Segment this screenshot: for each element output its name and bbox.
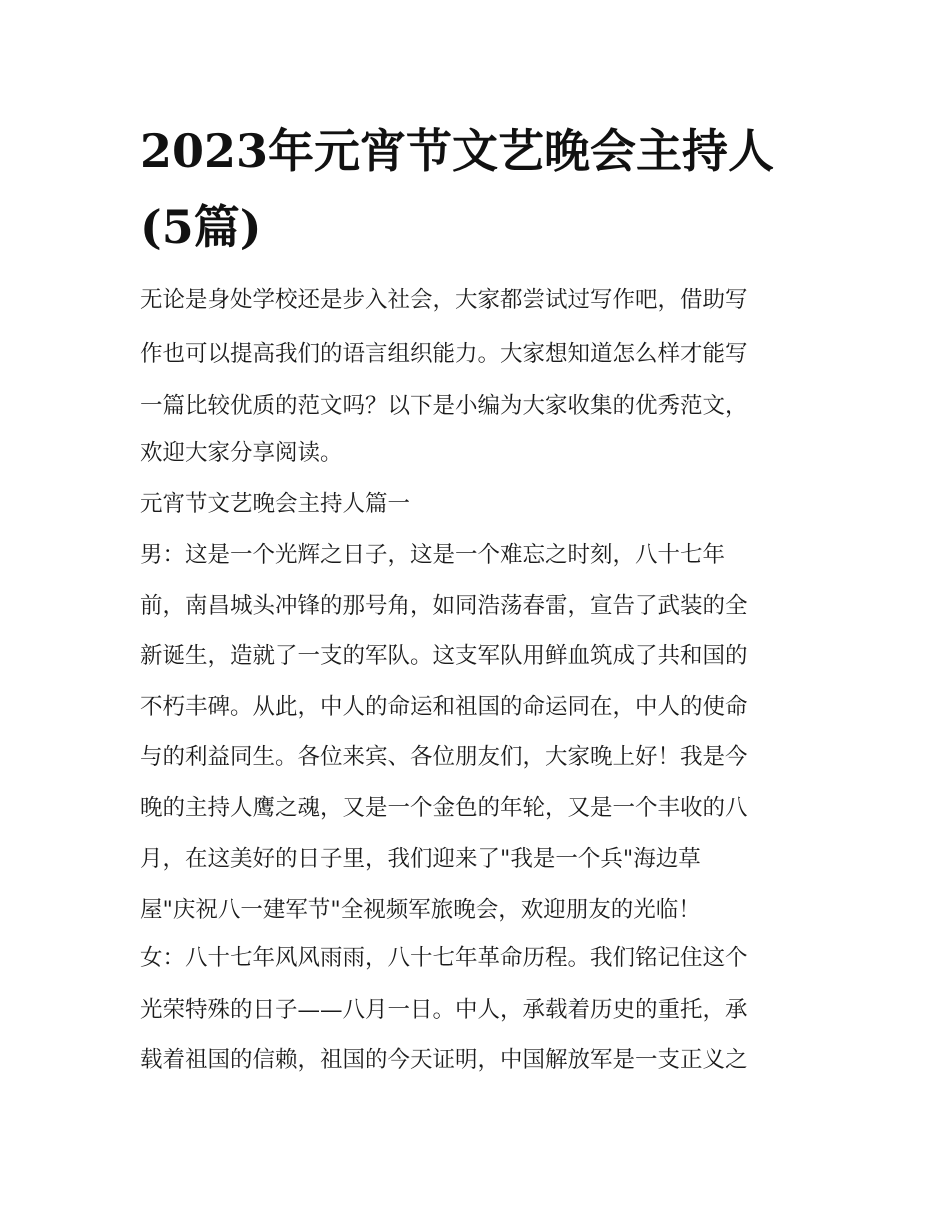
- document-title-line-1: 2023年元宵节文艺晚会主持人: [140, 124, 775, 178]
- body-line-4: 欢迎大家分享阅读。: [140, 440, 343, 466]
- body-line-15: 光荣特殊的日子——八月一日。中人，承载着历史的重托，承: [140, 997, 748, 1023]
- body-line-1: 无论是身处学校还是步入社会，大家都尝试过写作吧，借助写: [140, 287, 748, 313]
- body-line-13: 屋"庆祝八一建军节"全视频军旅晚会，欢迎朋友的光临！: [140, 897, 701, 923]
- body-line-10: 与的利益同生。各位来宾、各位朋友们，大家晚上好！我是今: [140, 744, 748, 770]
- body-line-8: 新诞生，造就了一支的军队。这支军队用鲜血筑成了共和国的: [140, 643, 748, 669]
- body-line-11: 晚的主持人鹰之魂，又是一个金色的年轮，又是一个丰收的八: [140, 795, 748, 821]
- section-heading-1: 元宵节文艺晚会主持人篇一: [140, 491, 411, 517]
- body-line-9: 不朽丰碑。从此，中人的命运和祖国的命运同在，中人的使命: [140, 694, 748, 720]
- body-line-7: 前，南昌城头冲锋的那号角，如同浩荡春雷，宣告了武装的全: [140, 593, 748, 619]
- body-line-6: 男：这是一个光辉之日子，这是一个难忘之时刻，八十七年: [140, 542, 726, 568]
- body-line-14: 女：八十七年风风雨雨，八十七年革命历程。我们铭记住这个: [140, 945, 748, 971]
- document-title-line-2: (5篇): [140, 200, 262, 254]
- body-line-3: 一篇比较优质的范文吗？以下是小编为大家收集的优秀范文，: [140, 393, 748, 419]
- body-line-16: 载着祖国的信赖，祖国的今天证明，中国解放军是一支正义之: [140, 1047, 748, 1073]
- body-line-2: 作也可以提高我们的语言组织能力。大家想知道怎么样才能写: [140, 341, 748, 367]
- body-line-12: 月，在这美好的日子里，我们迎来了"我是一个兵"海边草: [140, 846, 701, 872]
